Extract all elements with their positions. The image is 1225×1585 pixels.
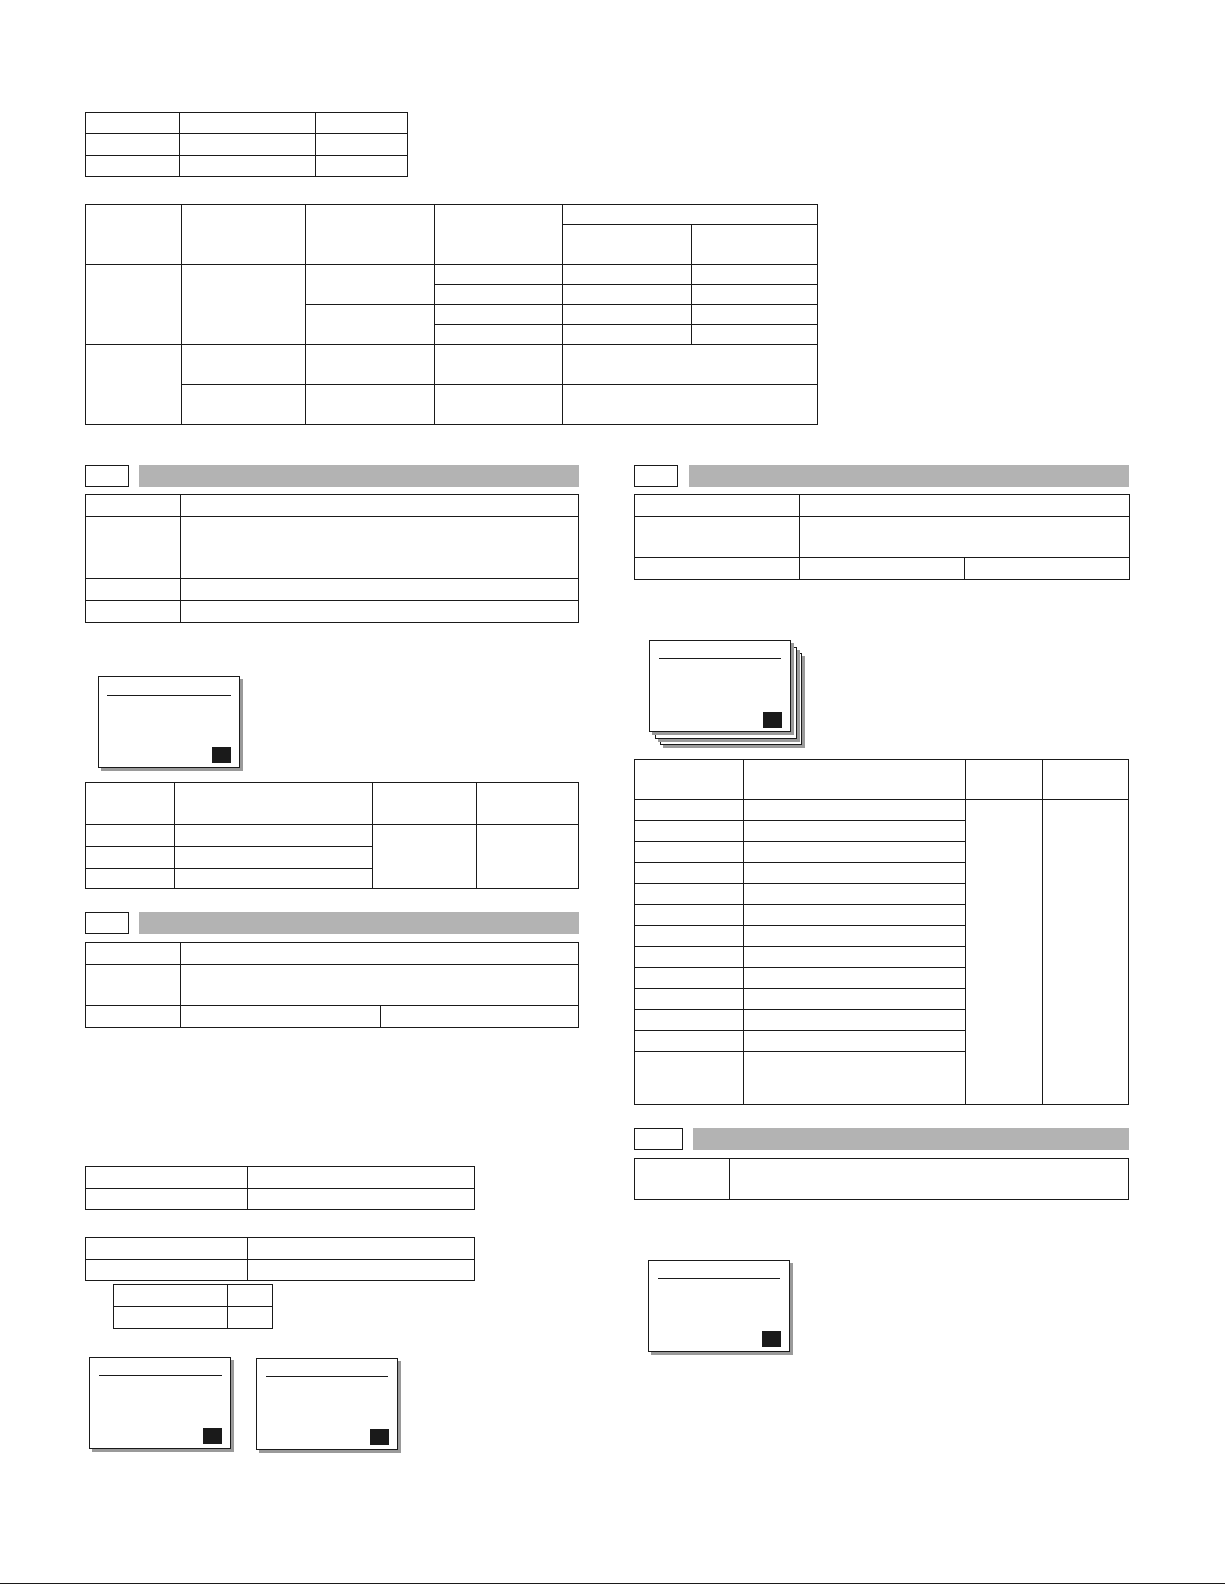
- table-cell: [692, 285, 818, 305]
- table-cell: [744, 1031, 966, 1052]
- table-cell: [86, 579, 181, 601]
- table-cell: [181, 601, 579, 623]
- table-cell: [86, 943, 181, 965]
- display-panel-icon: [256, 1358, 398, 1450]
- table-cell: [744, 821, 966, 842]
- setting-table-3: [113, 1284, 273, 1329]
- display-panel-icon: [648, 1260, 790, 1352]
- table-cell: [114, 1307, 228, 1329]
- table-header-cell: [86, 205, 182, 265]
- table-cell: [635, 800, 744, 821]
- table-cell: [181, 943, 579, 965]
- table-cell: [744, 1010, 966, 1031]
- section-a-bar: [139, 465, 579, 487]
- table-cell: [692, 265, 818, 285]
- section-d-table: [634, 1158, 1129, 1200]
- table-cell: [114, 1285, 228, 1307]
- table-cell: [86, 345, 182, 425]
- table-cell: [435, 345, 563, 385]
- table-cell: [635, 989, 744, 1010]
- table-cell: [563, 345, 818, 385]
- table-cell: [248, 1188, 475, 1210]
- table-cell: [181, 1006, 381, 1028]
- table-cell: [316, 134, 408, 155]
- table-cell: [1043, 800, 1129, 1105]
- table-cell: [635, 905, 744, 926]
- table-header-cell: [182, 205, 306, 265]
- table-cell: [86, 825, 175, 847]
- table-cell: [563, 305, 692, 325]
- table-cell: [966, 800, 1043, 1105]
- table-cell: [86, 1006, 181, 1028]
- section-d-bar: [693, 1128, 1129, 1150]
- table-cell: [86, 965, 181, 1006]
- table-header-cell: [966, 760, 1043, 800]
- display-panel-icon: [98, 676, 240, 768]
- table-cell: [181, 495, 579, 517]
- table-cell: [800, 517, 1130, 558]
- table-header-cell: [1043, 760, 1129, 800]
- table-cell: [744, 926, 966, 947]
- table-cell: [180, 155, 316, 176]
- table-cell: [86, 265, 182, 345]
- table-cell: [635, 863, 744, 884]
- table-cell: [306, 265, 435, 305]
- display-panel-rule: [658, 1278, 780, 1279]
- table-cell: [181, 517, 579, 579]
- table-cell: [692, 305, 818, 325]
- table-cell: [635, 1031, 744, 1052]
- display-panel-key: [762, 1331, 781, 1347]
- table-cell: [86, 601, 181, 623]
- table-cell: [635, 926, 744, 947]
- setting-table-2: [85, 1237, 475, 1281]
- table-cell: [316, 155, 408, 176]
- table-cell: [316, 113, 408, 134]
- table-header-cell: [563, 205, 818, 225]
- table-cell: [86, 1167, 248, 1189]
- table-cell: [86, 1238, 248, 1260]
- table-cell: [435, 285, 563, 305]
- section-a-table: [85, 494, 579, 623]
- table-cell: [635, 495, 800, 517]
- table-cell: [248, 1238, 475, 1260]
- table-cell: [248, 1167, 475, 1189]
- page-bottom-rule: [0, 1583, 1225, 1584]
- table-cell: [435, 305, 563, 325]
- section-c-list-table: [634, 759, 1129, 1105]
- table-cell: [635, 884, 744, 905]
- display-panel-rule: [99, 1375, 222, 1376]
- table-cell: [435, 385, 563, 425]
- table-cell: [228, 1285, 273, 1307]
- table-cell: [306, 305, 435, 345]
- table-cell: [86, 1188, 248, 1210]
- display-panel-icon: [649, 640, 791, 732]
- display-panel-key: [212, 747, 231, 763]
- display-panel-key: [203, 1428, 222, 1444]
- table-cell: [563, 285, 692, 305]
- table-header-cell: [175, 783, 373, 825]
- table-cell: [744, 800, 966, 821]
- table-cell: [86, 155, 180, 176]
- table-cell: [248, 1259, 475, 1281]
- table-cell: [563, 265, 692, 285]
- table-cell: [800, 495, 1130, 517]
- table-cell: [86, 847, 175, 869]
- table-header-cell: [477, 783, 579, 825]
- table-cell: [86, 517, 181, 579]
- table-cell: [181, 965, 579, 1006]
- table-cell: [635, 517, 800, 558]
- section-d-tag: [634, 1128, 683, 1150]
- table-header-cell: [306, 205, 435, 265]
- table-cell: [175, 847, 373, 869]
- spec-table: [85, 204, 818, 423]
- section-b-table: [85, 942, 579, 1028]
- summary-table-top: [85, 112, 408, 177]
- table-cell: [965, 558, 1130, 580]
- table-cell: [86, 113, 180, 134]
- section-c-table: [634, 494, 1130, 580]
- section-c-tag: [634, 465, 678, 487]
- table-cell: [175, 825, 373, 847]
- table-cell: [180, 113, 316, 134]
- display-panel-rule: [107, 695, 231, 696]
- table-cell: [635, 968, 744, 989]
- table-cell: [182, 345, 306, 385]
- table-cell: [228, 1307, 273, 1329]
- table-cell: [182, 385, 306, 425]
- table-header-cell: [692, 225, 818, 265]
- table-cell: [435, 325, 563, 345]
- table-cell: [800, 558, 965, 580]
- table-cell: [86, 495, 181, 517]
- section-b-tag: [85, 912, 129, 934]
- table-header-cell: [373, 783, 477, 825]
- setting-table-1: [85, 1166, 475, 1210]
- table-header-cell: [635, 760, 744, 800]
- table-cell: [744, 989, 966, 1010]
- section-a-tag: [85, 465, 129, 487]
- table-cell: [86, 1259, 248, 1281]
- table-cell: [180, 134, 316, 155]
- table-cell: [306, 345, 435, 385]
- table-cell: [381, 1006, 579, 1028]
- table-cell: [744, 1052, 966, 1105]
- table-cell: [744, 905, 966, 926]
- section-b-bar: [139, 912, 579, 934]
- table-cell: [563, 325, 692, 345]
- table-cell: [692, 325, 818, 345]
- table-cell: [744, 884, 966, 905]
- table-cell: [635, 842, 744, 863]
- table-cell: [86, 134, 180, 155]
- table-cell: [744, 968, 966, 989]
- table-cell: [730, 1159, 1129, 1200]
- table-header-cell: [744, 760, 966, 800]
- table-header-cell: [435, 205, 563, 265]
- table-cell: [86, 869, 175, 889]
- display-panel-key: [370, 1429, 389, 1445]
- table-cell: [635, 947, 744, 968]
- table-cell: [306, 385, 435, 425]
- table-cell: [744, 842, 966, 863]
- table-cell: [744, 863, 966, 884]
- table-cell: [635, 1010, 744, 1031]
- table-cell: [182, 265, 306, 345]
- table-cell: [563, 385, 818, 425]
- table-cell: [477, 825, 579, 889]
- section-c-bar: [689, 465, 1129, 487]
- section-a-detail-table: [85, 782, 579, 889]
- table-cell: [635, 821, 744, 842]
- table-cell: [744, 947, 966, 968]
- table-cell: [635, 558, 800, 580]
- display-panel-rule: [266, 1376, 388, 1377]
- table-header-cell: [563, 225, 692, 265]
- table-cell: [181, 579, 579, 601]
- display-panel-rule: [659, 658, 781, 659]
- table-cell: [635, 1159, 730, 1200]
- table-header-cell: [86, 783, 175, 825]
- display-panel-key: [763, 712, 782, 728]
- table-cell: [635, 1052, 744, 1105]
- display-panel-icon: [89, 1357, 231, 1449]
- table-cell: [175, 869, 373, 889]
- table-cell: [435, 265, 563, 285]
- table-cell: [373, 825, 477, 889]
